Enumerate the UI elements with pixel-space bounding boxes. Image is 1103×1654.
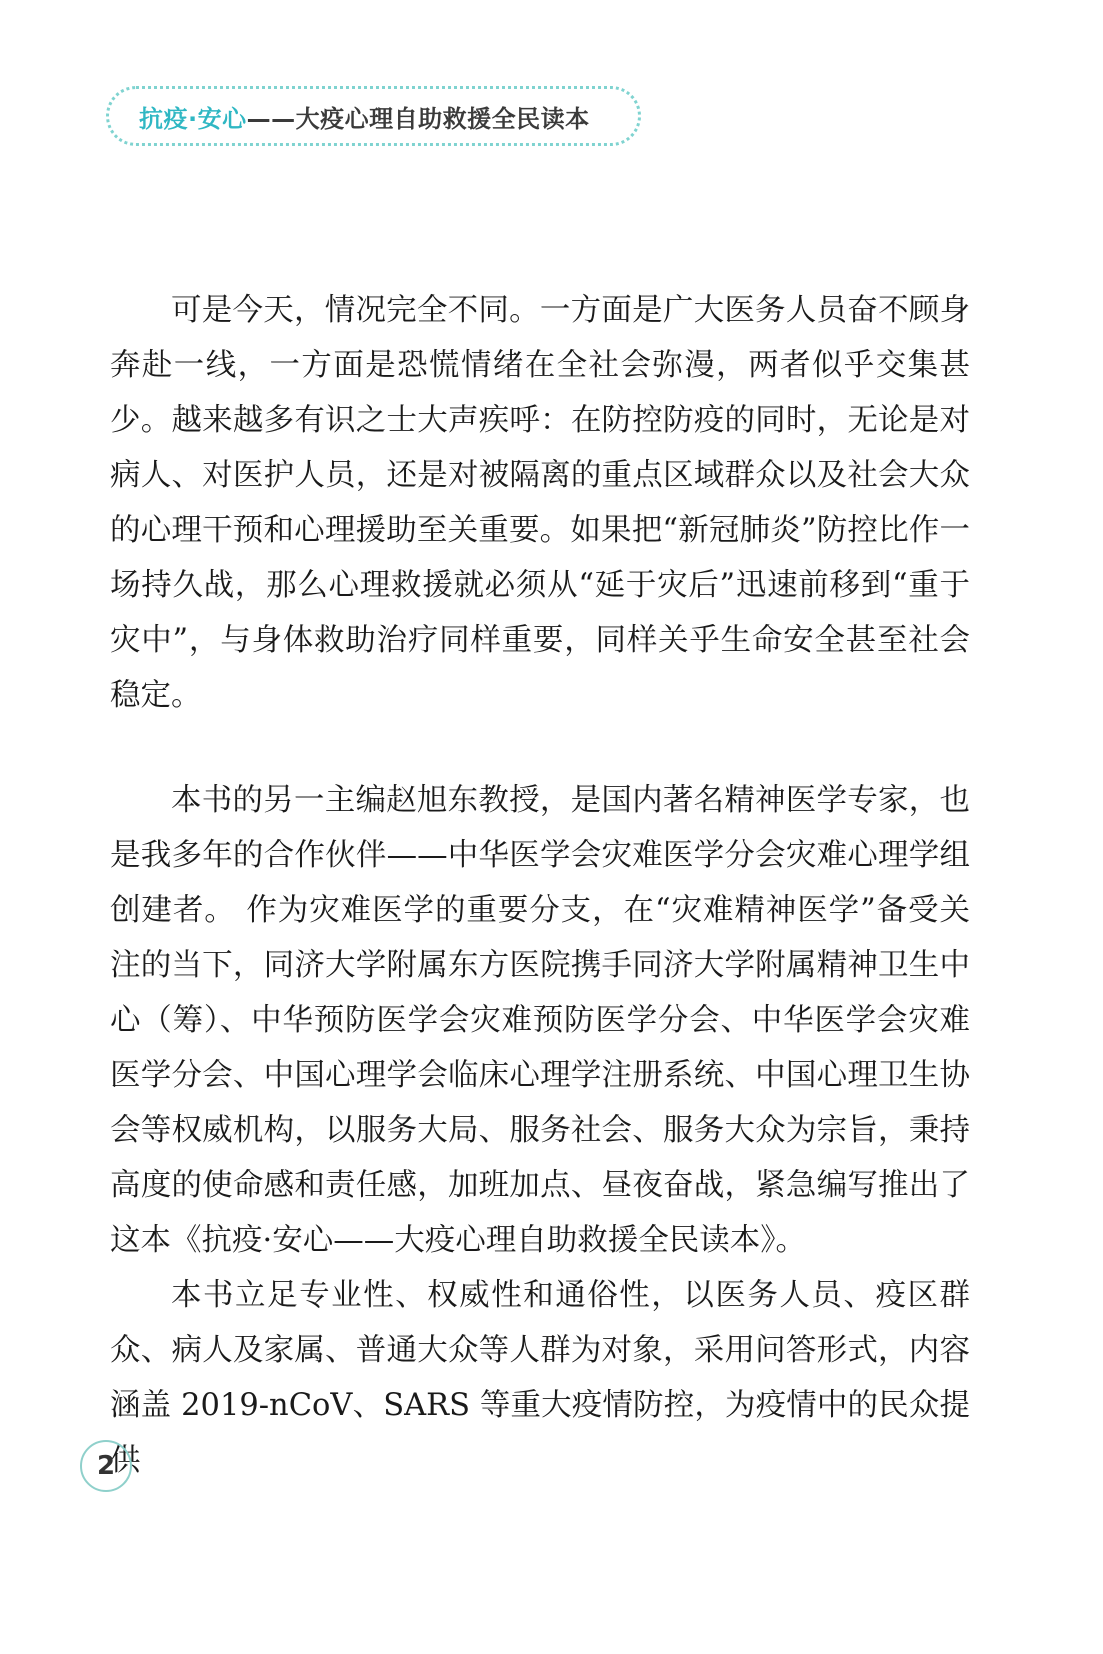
- paragraph-gap: [110, 723, 970, 773]
- page-body: [110, 283, 970, 1488]
- header-banner: [106, 86, 641, 146]
- page-number: 2: [80, 1440, 132, 1492]
- book-title-subtitle: ——大疫心理自助救援全民读本: [246, 104, 590, 133]
- paragraph-1: 可是今天，情况完全不同。一方面是广大医务人员奋不顾身奔赴一线，一方面是恐慌情绪在全社会弥漫，两者似乎交集甚少。越来越多有识之士大声疾呼：在防控防疫的同时，无论是对病人、对医护人员，还是对被隔离的重点区域群众以及社会大众的心理干预和心理援助至关重要。如果把“新冠肺炎”防控比作一场持久战，那么心理救援就必须从“延于灾后”迅速前移到“重于灾中”，与身体救助治疗同样重要，同样关乎生命安全甚至社会稳定。: [110, 293, 970, 713]
- paragraph-3: 本书立足专业性、权威性和通俗性，以医务人员、疫区群众、病人及家属、普通大众等人群为对象，采用问答形式，内容涵盖 2019-nCoV、SARS 等重大疫情防控，为疫情中的民众提供: [110, 1278, 970, 1478]
- book-title: [139, 99, 590, 134]
- paragraph-2: 本书的另一主编赵旭东教授，是国内著名精神医学专家，也是我多年的合作伙伴——中华医学会灾难医学分会灾难心理学组创建者。 作为灾难医学的重要分支，在“灾难精神医学”备受关注的当下，同济大学附属东方医院携手同济大学附属精神卫生中心（筹）、中华预防医学会灾难预防医学分会、中华医学会灾难医学分会、中国心理学会临床心理学注册系统、中国心理卫生协会等权威机构，以服务大局、服务社会、服务大众为宗旨，秉持高度的使命感和责任感，加班加点、昼夜奋战，紧急编写推出了这本《抗疫·安心——大疫心理自助救援全民读本》。: [110, 783, 970, 1258]
- book-title-accent: 抗疫·安心: [139, 104, 247, 133]
